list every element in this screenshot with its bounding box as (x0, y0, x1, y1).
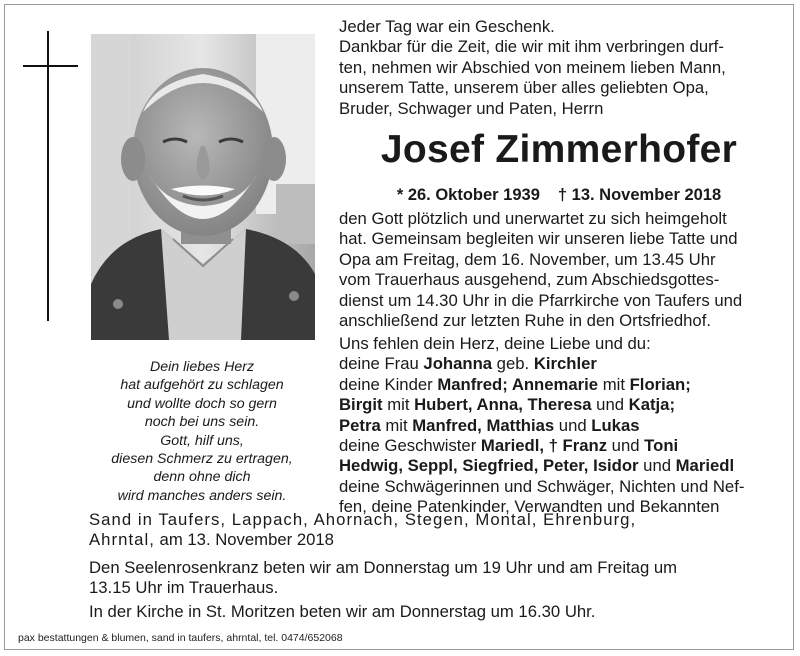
family-name: Hubert, Anna, Theresa (414, 395, 592, 415)
place-line (89, 530, 789, 550)
family-name: Manfred, Matthias (412, 415, 555, 435)
intro-text (339, 17, 779, 119)
poem-line: hat aufgehört zu schlagen (120, 377, 284, 394)
family-name: Toni (644, 436, 679, 456)
family-line (339, 354, 779, 374)
family-list (339, 334, 779, 518)
church-line: In der Kirche in St. Moritzen beten wir am Donnerstag um 16.30 Uhr. (89, 602, 596, 621)
funeral-line: den Gott plötzlich und unerwartet zu sich heimgeholt (339, 209, 727, 228)
family-name: Hedwig, Seppl, Siegfried, Peter, Isidor (339, 456, 639, 476)
funeral-home-footer: pax bestattungen & blumen, sand in taufers, ahrntal, tel. 0474/652068 (18, 632, 343, 644)
family-line: deine Schwägerinnen und Schwäger, Nichten und Nef- (339, 476, 745, 496)
family-name: Mariedl (675, 456, 735, 476)
place-date (89, 510, 789, 551)
poem (92, 358, 312, 505)
rosary-text (89, 558, 789, 599)
family-line (339, 375, 779, 395)
family-text: und (607, 436, 645, 456)
family-text: und (591, 395, 629, 415)
poem-line: wird manches anders sein. (117, 487, 287, 504)
funeral-line: dienst um 14.30 Uhr in die Pfarrkirche von Taufers und (339, 290, 743, 310)
intro-line: Dankbar für die Zeit, die wir mit ihm verbringen durf- (339, 37, 724, 57)
rosary-line: 13.15 Uhr im Trauerhaus. (89, 578, 279, 598)
family-name: Mariedl, † Franz (480, 436, 608, 456)
family-text: deine Kinder (339, 374, 438, 394)
funeral-line: Opa am Freitag, dem 16. November, um 13.45 Uhr (339, 249, 716, 269)
rosary-line: Den Seelenrosenkranz beten wir am Donnerstag um 19 Uhr und am Freitag um (89, 558, 678, 577)
family-text: mit (382, 395, 415, 415)
cross-icon (47, 31, 49, 321)
family-line (339, 395, 779, 415)
family-line (339, 456, 779, 476)
family-name: Florian; (629, 374, 691, 394)
date-text: am 13. November 2018 (154, 530, 334, 550)
family-name: Johanna (423, 354, 493, 374)
poem-line: noch bei uns sein. (144, 414, 260, 431)
funeral-line: vom Trauerhaus ausgehend, zum Abschiedsgottes- (339, 270, 720, 290)
family-line (339, 436, 779, 456)
poem-line: Gott, hilf uns, (160, 432, 244, 449)
funeral-line: anschließend zur letzten Ruhe in den Ortsfriedhof. (339, 311, 711, 331)
family-line (339, 416, 779, 436)
portrait-photo (91, 34, 315, 340)
deceased-name: Josef Zimmerhofer (380, 128, 738, 171)
family-name: Kirchler (533, 354, 597, 374)
family-line: fen, deine Patenkinder, Verwandten und Bekannten (339, 497, 720, 517)
poem-line: denn ohne dich (153, 469, 251, 486)
intro-line: Bruder, Schwager und Paten, Herrn (339, 98, 604, 118)
death-date: † 13. November 2018 (557, 186, 722, 204)
family-line: Uns fehlen dein Herz, deine Liebe und du: (339, 334, 651, 353)
funeral-text (339, 209, 779, 331)
poem-line: Dein liebes Herz (149, 359, 255, 375)
family-text: und (638, 456, 676, 476)
cross-icon-bar (23, 65, 78, 67)
family-name: Manfred; Annemarie (437, 374, 599, 394)
funeral-line: hat. Gemeinsam begleiten wir unseren liebe Tatte und (339, 229, 738, 249)
family-name: Lukas (591, 415, 640, 435)
family-text: deine Frau (339, 354, 424, 374)
family-text: deine Geschwister (339, 436, 481, 456)
poem-line: und wollte doch so gern (127, 395, 277, 412)
family-text: geb. (492, 354, 534, 374)
family-text: mit (380, 415, 413, 435)
family-name: Birgit (339, 395, 383, 415)
family-text: und (554, 415, 592, 435)
church-text (89, 602, 789, 622)
poem-line: diesen Schmerz zu ertragen, (111, 451, 293, 468)
place-line: Sand in Taufers, Lappach, Ahornach, Stegen, Montal, Ehrenburg, (89, 510, 637, 529)
place-text: Ahrntal, (89, 530, 155, 550)
family-name: Katja; (628, 395, 676, 415)
family-name: Petra (339, 415, 381, 435)
intro-line: unserem Tatte, unserem über alles geliebten Opa, (339, 78, 709, 98)
intro-line: Jeder Tag war ein Geschenk. (339, 17, 555, 36)
family-text: mit (598, 374, 630, 394)
life-dates (339, 185, 779, 205)
intro-line: ten, nehmen wir Abschied von meinem lieben Mann, (339, 57, 726, 77)
birth-date: * 26. Oktober 1939 (396, 186, 540, 204)
